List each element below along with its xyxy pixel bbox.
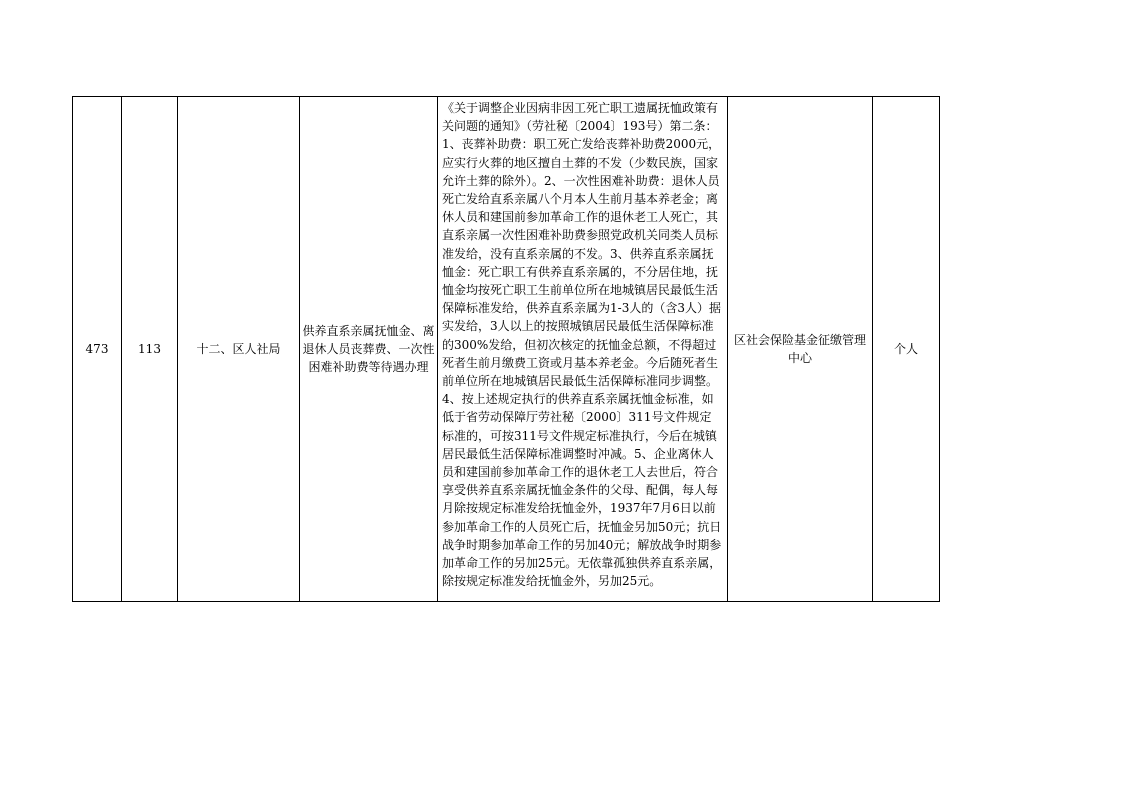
sub-seq-cell: 113 [122,97,178,602]
table-row [73,97,940,602]
item-name-cell: 供养直系亲属抚恤金、离退休人员丧葬费、一次性困难补助费等待遇办理 [300,97,438,602]
basis-cell: 《关于调整企业因病非因工死亡职工遗属抚恤政策有关问题的通知》（劳社秘〔2004〕193号）第二条：1、丧葬补助费：职工死亡发给丧葬补助费2000元，应实行火葬的地区擅自土葬的不发（少数民族，国家允许土葬的除外）。2、一次性困难补助费：退休人员死亡发给直系亲属八个月本人生前月基本养老金；离休人员和建国前参加革命工作的退休老工人死亡，其直系亲属一次性困难补助费参照党政机关同类人员标准发给，没有直系亲属的不发。3、供养直系亲属抚恤金：死亡职工有供养直系亲属的，不分居住地，抚恤金均按死亡职工生前单位所在地城镇居民最低生活保障标准发给，供养直系亲属为1-3人的（含3人）据实发给，3人以上的按照城镇居民最低生活保障标准的300%发给，但初次核定的抚恤金总额，不得超过死者生前月缴费工资或月基本养老金。今后随死者生前单位所在地城镇居民最低生活保障标准同步调整。4、按上述规定执行的供养直系亲属抚恤金标准，如低于省劳动保障厅劳社秘〔2000〕311号文件规定标准的，可按311号文件规定标准执行，今后在城镇居民最低生活保障标准调整时冲减。5、企业离休人员和建国前参加革命工作的退休老工人去世后，符合享受供养直系亲属抚恤金条件的父母、配偶，每人每月除按规定标准发给抚恤金外，1937年7月6日以前参加革命工作的人员死亡后，抚恤金另加50元；抗日战争时期参加革命工作的另加40元；解放战争时期参加革命工作的另加25元。无依靠孤独供养直系亲属，除按规定标准发给抚恤金外，另加25元。 [438,97,728,602]
seq-cell: 473 [73,97,122,602]
department-cell: 区社会保险基金征缴管理中心 [728,97,873,602]
category-cell: 十二、区人社局 [178,97,300,602]
target-cell: 个人 [873,97,940,602]
record-table [72,96,940,602]
